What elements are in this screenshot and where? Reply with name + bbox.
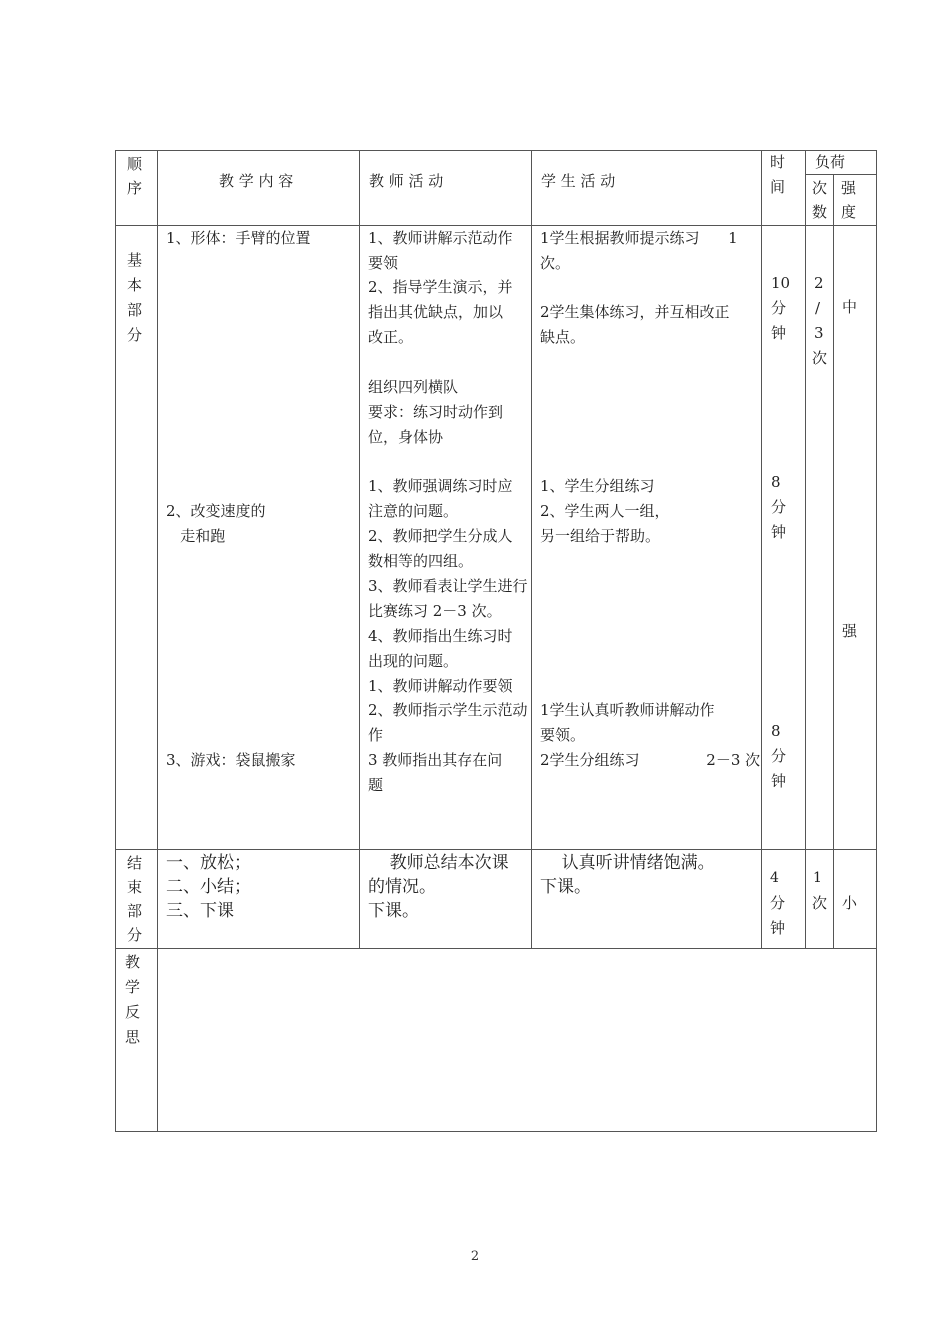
end-section-label-2: 束 <box>127 878 143 896</box>
basic-teacher-line: 3 教师指出其存在问 <box>368 751 503 769</box>
end-student-line: 认真听讲情绪饱满。 <box>540 853 715 873</box>
basic-teacher-line: 1、教师强调练习时应 <box>368 477 513 495</box>
basic-student-line: 1、学生分组练习 <box>540 477 655 495</box>
basic-count: 3 <box>814 324 824 342</box>
col-divider-student <box>761 150 762 949</box>
header-count-2: 数 <box>812 203 828 221</box>
basic-count: 次 <box>812 349 828 367</box>
basic-time-unit: 分 <box>771 299 787 317</box>
basic-count: 2 <box>814 274 824 292</box>
page-number: 2 <box>470 1249 480 1264</box>
table-border-bottom <box>115 1131 877 1132</box>
reflection-label-2: 学 <box>125 978 141 996</box>
basic-teacher-line: 数相等的四组。 <box>368 552 474 570</box>
col-divider-teacher <box>531 150 532 949</box>
end-time-value: 4 <box>770 870 779 886</box>
basic-time-value: 8 <box>771 473 781 491</box>
basic-teacher-line: 出现的问题。 <box>368 652 459 670</box>
basic-content-item: 3、游戏：袋鼠搬家 <box>166 751 296 769</box>
end-content-item: 一、放松； <box>166 853 251 873</box>
table-border-left <box>115 150 116 1132</box>
col-divider-content <box>359 150 360 949</box>
end-content-item: 三、下课 <box>166 901 234 921</box>
end-time-unit: 钟 <box>770 919 786 937</box>
end-time-unit: 分 <box>770 894 786 912</box>
header-content: 教 学 内 容 <box>219 172 294 190</box>
basic-teacher-line: 题 <box>368 776 384 794</box>
table-border-top <box>115 150 877 151</box>
basic-intensity: 强 <box>842 622 858 640</box>
basic-section-label-1: 基 <box>127 251 143 269</box>
end-section-label-1: 结 <box>127 854 143 872</box>
basic-student-line: 1学生根据教师提示练习 1 <box>540 229 738 247</box>
basic-student-line: 2、学生两人一组， <box>540 502 670 520</box>
basic-section-label-2: 本 <box>127 276 143 294</box>
end-teacher-line: 的情况。 <box>368 877 436 897</box>
header-order-1: 顺 <box>127 155 143 173</box>
reflection-label-4: 思 <box>125 1028 141 1046</box>
end-count-value: 1 <box>813 870 822 886</box>
basic-section-label-3: 部 <box>127 301 143 319</box>
basic-teacher-line: 2、指导学生演示，并 <box>368 278 513 296</box>
basic-time-unit: 钟 <box>771 324 787 342</box>
end-section-label-3: 部 <box>127 902 143 920</box>
header-load: 负荷 <box>815 153 846 171</box>
header-time-2: 间 <box>770 178 786 196</box>
reflection-label-3: 反 <box>125 1003 141 1021</box>
basic-student-line: 另一组给于帮助。 <box>540 527 661 545</box>
header-student: 学 生 活 动 <box>541 172 616 190</box>
basic-count: / <box>815 299 821 317</box>
header-intensity-1: 强 <box>841 179 857 197</box>
header-teacher: 教 师 活 动 <box>369 172 444 190</box>
basic-teacher-line: 3、教师看表让学生进行 <box>368 577 528 595</box>
basic-section-label-4: 分 <box>127 326 143 344</box>
basic-teacher-line: 比赛练习 2－3 次。 <box>368 602 502 620</box>
end-content-item: 二、小结； <box>166 877 251 897</box>
basic-student-line: 1学生认真听教师讲解动作 <box>540 701 715 719</box>
end-intensity: 小 <box>842 894 858 912</box>
basic-content-item: 1、形体：手臂的位置 <box>166 229 311 247</box>
basic-student-line: 2学生分组练习 2－3 次 <box>540 751 761 769</box>
basic-intensity: 中 <box>842 298 858 316</box>
header-time-1: 时 <box>770 153 786 171</box>
table-border-right <box>876 150 877 1132</box>
col-divider-time <box>805 150 806 949</box>
basic-time-unit: 分 <box>771 498 787 516</box>
basic-time-value: 10 <box>771 274 791 292</box>
basic-student-line: 2学生集体练习，并互相改正 <box>540 303 730 321</box>
basic-student-line: 次。 <box>540 254 571 272</box>
basic-teacher-line: 1、教师讲解动作要领 <box>368 677 513 695</box>
basic-teacher-line: 位，身体协 <box>368 428 444 446</box>
basic-teacher-line: 2、教师把学生分成人 <box>368 527 513 545</box>
header-order-2: 序 <box>127 179 143 197</box>
basic-teacher-line: 注意的问题。 <box>368 502 459 520</box>
basic-student-line: 缺点。 <box>540 328 586 346</box>
header-count-1: 次 <box>812 179 828 197</box>
basic-time-unit: 钟 <box>771 523 787 541</box>
basic-teacher-line: 要求：练习时动作到 <box>368 403 504 421</box>
basic-teacher-line: 2、教师指示学生示范动 <box>368 701 528 719</box>
basic-time-value: 8 <box>771 722 781 740</box>
reflection-body[interactable] <box>158 949 876 1131</box>
basic-teacher-line: 指出其优缺点，加以 <box>368 303 504 321</box>
basic-time-unit: 钟 <box>771 772 787 790</box>
end-count-unit: 次 <box>812 894 828 912</box>
basic-content-item: 2、改变速度的 <box>166 502 266 520</box>
end-teacher-line: 教师总结本次课 <box>368 853 509 873</box>
row-divider-basic <box>115 849 877 850</box>
basic-teacher-line: 4、教师指出生练习时 <box>368 627 513 645</box>
end-teacher-line: 下课。 <box>368 901 419 921</box>
basic-teacher-line: 改正。 <box>368 328 414 346</box>
end-student-line: 下课。 <box>540 877 591 897</box>
reflection-label-1: 教 <box>125 953 141 971</box>
col-divider-count <box>833 174 834 949</box>
basic-teacher-line: 作 <box>368 726 384 744</box>
basic-student-line: 要领。 <box>540 726 586 744</box>
basic-teacher-line: 要领 <box>368 254 399 272</box>
basic-teacher-line: 组织四列横队 <box>368 378 459 396</box>
end-section-label-4: 分 <box>127 926 143 944</box>
basic-time-unit: 分 <box>771 747 787 765</box>
basic-content-item: 走和跑 <box>166 527 226 545</box>
basic-teacher-line: 1、教师讲解示范动作 <box>368 229 513 247</box>
header-intensity-2: 度 <box>841 203 857 221</box>
